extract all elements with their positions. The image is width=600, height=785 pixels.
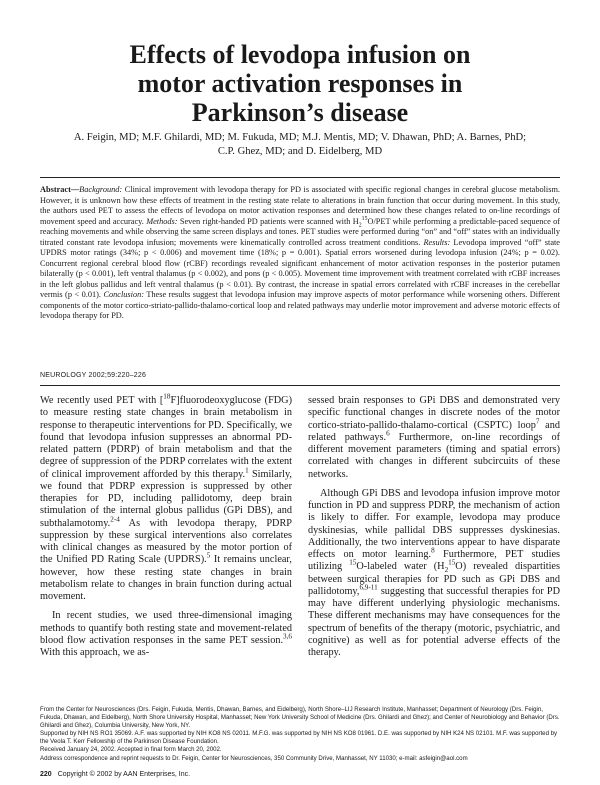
body-text: O) revealed dispartities between surgical therapies for PD such as GPi DBS and pallidotomy,: [308, 561, 560, 597]
abstract-text: [40, 185, 560, 322]
affiliation-footnotes: [40, 706, 560, 763]
reference-superscript: 6,9-11: [359, 583, 378, 592]
reference-superscript: 7: [535, 417, 540, 426]
body-paragraph: [40, 610, 292, 659]
body-text: Furthermore, PET studies utilizing: [308, 549, 560, 573]
body-text: It remains unclear, however, how these resting state changes in brain metabolism relate to changes in brain function during actual movement.: [40, 554, 292, 602]
body-text: Furthermore, on-line recordings of different movement parameters (timing and spatial errors) correlated with changes in different subcircuits of these networks.: [308, 431, 560, 480]
methods-label: Methods:: [146, 216, 178, 226]
page-number: 220: [40, 771, 52, 778]
background-label: Background:: [79, 185, 123, 194]
conclusion-text: These results suggest that levodopa infusion may improve aspects of motor performance while worsening others. Different components of the motor cortico-striato-pallido-thalamo-cortical loop and related pathways may underlie motor improvement and adverse motoric effects of levodopa therapy for PD.: [40, 290, 561, 320]
title-line-3: Parkinson’s disease: [191, 98, 409, 127]
reference-superscript: 2-4: [110, 515, 120, 524]
footnote-affiliations: From the Center for Neurosciences (Drs. Feigin, Fukuda, Mentis, Dhawan, Barnes, and Eidelberg), North Shore–LIJ Research Institute, Manhasset; Department of Neurology (Drs. Feigin, Fukuda, Dhawan, and Eidelberg), North Shore University Hospital, Manhasset; New York University School of Medicine (Drs. Ghilardi and Ghez); and Center of Neurobiology and Behavior (Drs. Ghilardi and Ghez), Columbia University, New York, NY.: [40, 706, 560, 730]
results-label: Results:: [423, 237, 451, 247]
methods-sup: 15: [361, 215, 368, 222]
conclusion-label: Conclusion:: [103, 290, 144, 299]
body-text: F]fluorodeoxyglucose (FDG) to measure resting state changes in brain metabolism in response to therapeutic interventions for PD. Specifically, we found that levodopa infusion suppresses an abnormal PD-related pattern (PDRP) of brain metabolism and that the degree of suppression of the PDRP correlates with the extent of clinical improvement afforded by this therapy.: [40, 395, 292, 480]
body-text: O-labeled water (H: [356, 561, 445, 573]
body-paragraph: [40, 392, 292, 603]
title-line-1: Effects of levodopa infusion on: [129, 40, 471, 69]
body-text: With this approach, we as-: [40, 647, 150, 658]
background-text: Clinical improvement with levodopa therapy for PD is associated with specific regional changes in cerebral glucose metabolism. However, it is unknown how these effects of treatment in the resting state relate to alterations in brain function that occur during movement. In this study, the authors used PET to assess the effects of levodopa on motor activation responses and determined how these changes related to on-line recordings of movement speed and accuracy.: [40, 185, 560, 226]
footnote-funding: Supported by NIH NS RO1 35069. A.F. was supported by NIH KO8 NS 02011. M.F.G. was supported by NIH NS KO8 01961. D.E. was supported by NIH K24 NS 02101. M.F. was supported by the Veola T. Kerr Fellowship of the Parkinson Disease Foundation.: [40, 730, 558, 746]
methods-text-a: Seven right-handed PD patients were scanned with H: [177, 216, 359, 226]
body-text: As with levodopa therapy, PDRP suppression by these surgical interventions also correlates with clinical changes as measured by the motor portion of the Unified PD Rating Scale (UPDRS).: [40, 517, 292, 566]
reference-superscript: 8: [431, 546, 435, 555]
copyright-notice: Copyright © 2002 by AAN Enterprises, Inc.: [57, 771, 191, 778]
body-superscript: 15: [349, 558, 357, 567]
methods-sub: 2: [358, 222, 362, 229]
body-text: In recent studies, we used three-dimensional imaging methods to quantify both resting state and movement-related blood flow activation responses in the same PET session.: [40, 610, 292, 646]
reference-superscript: 3,6: [283, 632, 292, 641]
body-superscript: 15: [448, 558, 456, 567]
author-list: [40, 131, 560, 159]
page-footer: [40, 771, 190, 778]
body-column-right: [308, 395, 560, 659]
body-text: suggesting that successful therapies for PD may have different underlying physiologic mechanisms. These different mechanisms may have consequences for the spectrum of benefits of the therapy (motoric, psychiatric, and cognitive) as well as for potential adverse effects of the therapy.: [308, 585, 560, 658]
methods-text-b: O/PET while performing a predictable-paced sequence of reaching movements and while observing the same screen displays and tones. PET studies were performed during “on” and “off” states with an individually titrated constant rate levodopa infusion; movements were kinematically controlled across treatment conditions.: [40, 216, 561, 247]
abstract-heading: Abstract—: [40, 185, 80, 194]
body-paragraph: [308, 395, 560, 481]
reference-superscript: 5: [206, 551, 211, 560]
top-divider: [40, 177, 560, 178]
body-column-left: [40, 392, 292, 659]
article-title: [0, 40, 600, 127]
results-text: Levodopa improved “off” state UPDRS motor ratings (34%; p < 0.006) and movement time (18%; p = 0.001). Spatial errors worsened during levodopa infusion (24%; p = 0.02). Concurrent regional cerebral blood flow (rCBF) recordings revealed significant enhancement of motor activation responses in the posterior putamen bilaterally (p < 0.001), left ventral thalamus (p < 0.002), and pons (p < 0.005). Movement time improvement with treatment correlated with rCBF increases in the left globus pallidus and left ventral thalamus (p < 0.01). By contrast, the increase in spatial errors correlated with rCBF increases in the cerebellar vermis (p < 0.01).: [40, 237, 560, 299]
body-text: We recently used PET with [: [40, 395, 164, 406]
footnote-correspondence: Address correspondence and reprint requests to Dr. Feigin, Center for Neurosciences, 350 Community Drive, Manhasset, NY 11030; e-mail: asfeigin@aol.com: [40, 754, 468, 762]
body-text: sessed brain responses to GPi DBS and demonstrated very specific functional changes in discrete nodes of the motor cortico-striato-pallido-thalamo-cortical (CSPTC) loop: [308, 395, 560, 431]
author-line-1: A. Feigin, MD; M.F. Ghilardi, MD; M. Fukuda, MD; M.J. Mentis, MD; V. Dhawan, PhD; A. Barnes, PhD;: [73, 132, 527, 143]
body-paragraph: [308, 488, 560, 660]
abstract: [40, 185, 560, 322]
reference-superscript: 1: [245, 466, 249, 475]
author-line-2: C.P. Ghez, MD; and D. Eidelberg, MD: [217, 146, 383, 157]
reference-superscript: 6: [386, 429, 390, 438]
body-text: Although GPi DBS and levodopa infusion improve motor function in PD and suppress PDRP, the mechanism of action is likely to differ. For example, levodopa may produce dyskinesias, while pallidal DBS suppresses dyskinesias. Additionally, the two interventions appear to have disparate effects on motor learning.: [308, 487, 560, 560]
title-line-2: motor activation responses in: [137, 69, 463, 98]
footnote-received: Received January 24, 2002. Accepted in final form March 20, 2002.: [40, 746, 222, 754]
body-text: and related pathways.: [308, 419, 560, 443]
abstract-divider: [40, 385, 560, 386]
body-superscript: 18: [163, 392, 171, 401]
body-text: Similarly, we found that PDRP expression is suppressed by other therapies for PD, including pallidotomy, deep brain stimulation of the internal globus pallidus (GPi DBS), and subthalamotomy.: [40, 468, 292, 529]
journal-citation: NEUROLOGY 2002;59:220–226: [40, 372, 147, 379]
body-subscript: 2: [444, 566, 449, 575]
